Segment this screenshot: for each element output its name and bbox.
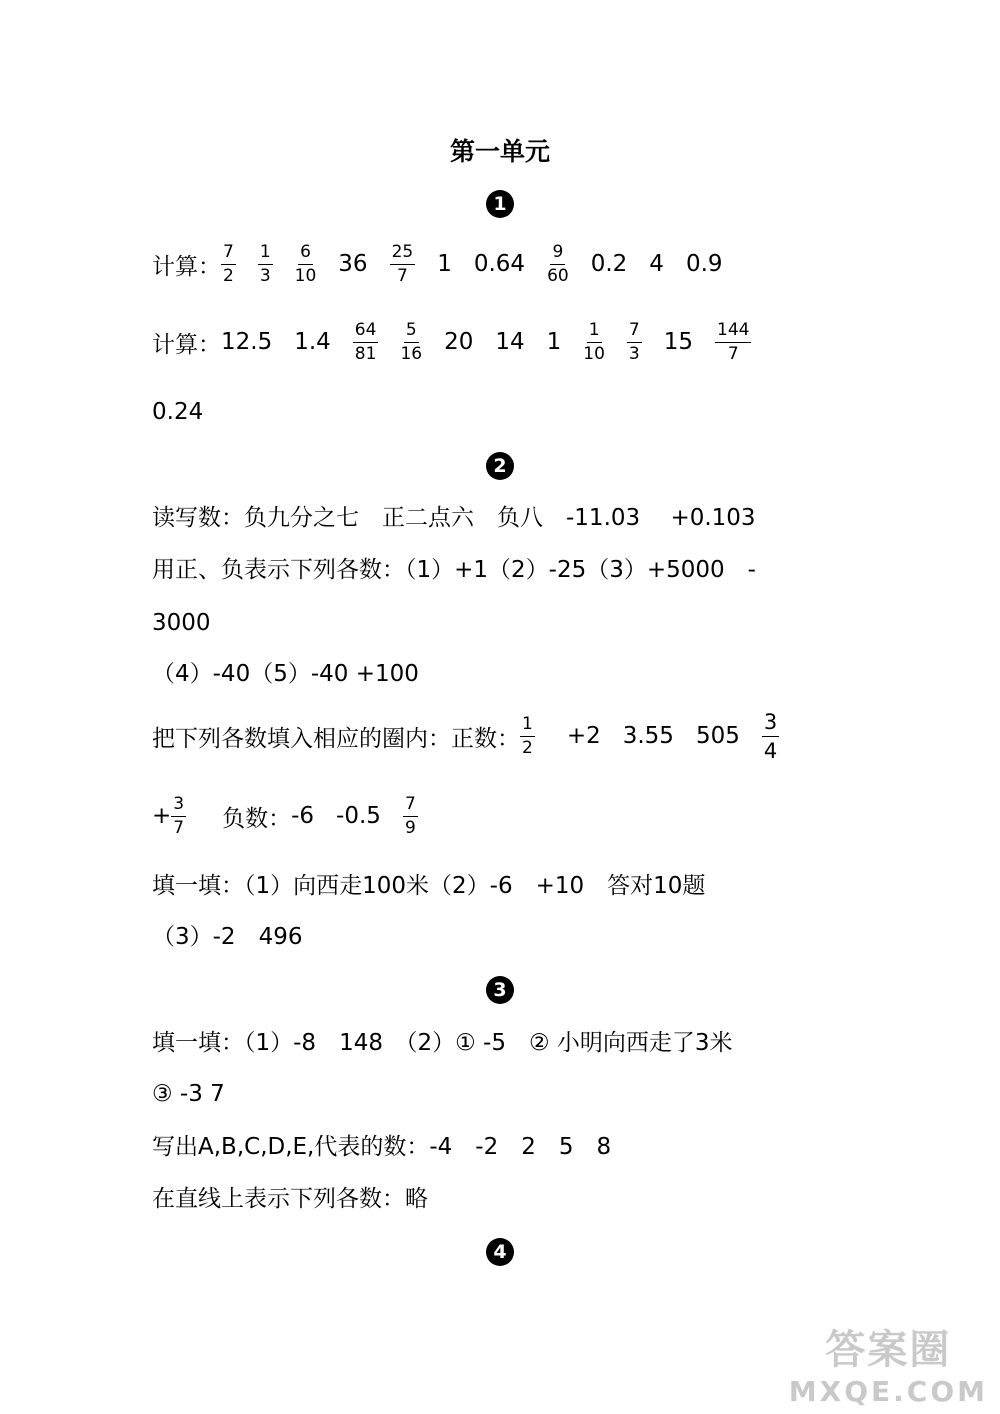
calc-items-2	[221, 321, 773, 364]
negative-value: -0.5	[336, 803, 381, 829]
fraction	[547, 243, 569, 286]
number: 14	[495, 329, 525, 355]
fill-circle-cont-line	[152, 790, 440, 842]
section-marker-1	[0, 190, 1000, 218]
fill-circle-line	[152, 710, 801, 762]
denominator: 7	[396, 265, 408, 286]
fill-in-cont-line-2	[152, 1068, 225, 1120]
calc-value-024: 0.24	[152, 399, 204, 425]
numerator: 1	[258, 243, 273, 265]
watermark-line-1: 答案圈	[825, 1327, 952, 1373]
calc-line-3	[152, 386, 203, 438]
fraction	[627, 321, 642, 364]
fill-in-line-1	[152, 857, 705, 909]
fraction	[390, 243, 416, 286]
denominator: 3	[259, 265, 271, 286]
write-numbers-line	[152, 1118, 611, 1170]
negative-fraction-7-9: $\frac{7}{9}$	[404, 793, 416, 838]
marker-1-badge: 1	[486, 190, 514, 218]
section-marker-3	[0, 976, 1000, 1004]
positive-fraction-3-7: $\frac{3}{7}$	[173, 793, 185, 838]
pos-neg-text: 用正、负表示下列各数：（1）+1（2）-25（3）+5000 -	[152, 556, 756, 583]
fraction	[400, 321, 422, 364]
calc-items-1	[221, 243, 745, 286]
pos-neg-2-text: （4）-40（5）-40 +100	[152, 660, 419, 687]
fraction	[583, 321, 605, 364]
number: 0.9	[685, 251, 723, 277]
pos-neg-2-line	[152, 645, 419, 697]
numerator: 1	[587, 321, 602, 343]
numerator: 144	[715, 321, 751, 343]
fraction	[295, 243, 317, 286]
numerator: 64	[353, 321, 379, 343]
unit-title: 第一单元	[449, 137, 550, 166]
read-write-text: 读写数：负九分之七 正二点六 负八 -11.03 +0.103	[152, 504, 756, 531]
denominator: 2	[223, 265, 234, 286]
fraction	[715, 321, 751, 364]
denominator: 10	[583, 343, 605, 364]
pos-neg-cont-line	[152, 597, 211, 649]
fill-in-text-2: 填一填：（1）-8 148 （2）① -5 ② 小明向西走了3米	[152, 1029, 733, 1056]
pos-neg-cont-text: 3000	[152, 610, 211, 636]
fraction	[258, 243, 273, 286]
read-write-line	[152, 489, 756, 541]
calc-label-1: 计算：	[152, 253, 221, 280]
denominator: 60	[547, 265, 569, 286]
pos-neg-line	[152, 541, 756, 593]
write-numbers-text: 写出A,B,C,D,E,代表的数：-4 -2 2 5 8	[152, 1133, 612, 1160]
fill-in-line-2	[152, 1014, 733, 1066]
marker-2-badge: 2	[486, 452, 514, 480]
number: 1	[437, 251, 452, 277]
fraction	[221, 243, 236, 286]
fill-in-cont-line-1	[152, 908, 302, 960]
calc-line-1	[152, 238, 745, 290]
section-marker-2	[0, 452, 1000, 480]
positive-value: 505	[695, 723, 740, 749]
fill-circle-label: 把下列各数填入相应的圈内：正数：	[152, 725, 520, 752]
numerator: 7	[221, 243, 236, 265]
calc-line-2	[152, 316, 773, 368]
denominator: 7	[727, 343, 739, 364]
number-line-line	[152, 1170, 428, 1222]
number-line-text: 在直线上表示下列各数：略	[152, 1185, 428, 1212]
positive-value: +2	[566, 723, 601, 749]
numerator: 7	[627, 321, 642, 343]
fill-in-text-1: 填一填：（1）向西走100米（2）-6 +10 答对10题	[152, 872, 706, 899]
number: 15	[663, 329, 694, 355]
marker-4-badge: 4	[486, 1238, 514, 1266]
positive-value: 3.55	[622, 723, 674, 749]
number: 12.5	[221, 329, 273, 355]
number: 4	[649, 251, 664, 277]
negatives-label: 负数：	[222, 805, 292, 832]
plus-sign: +	[152, 803, 172, 829]
watermark-logo	[789, 1318, 988, 1408]
marker-3-badge: 3	[486, 976, 514, 1004]
number: 36	[338, 251, 368, 277]
denominator: 81	[354, 343, 377, 364]
fill-in-cont-text-1: （3）-2 496	[152, 923, 303, 950]
number: 1	[546, 329, 562, 355]
fraction	[353, 321, 379, 364]
number: 0.64	[473, 251, 526, 277]
denominator: 3	[628, 343, 640, 364]
numerator: 9	[550, 243, 565, 265]
section-marker-4	[0, 1238, 1000, 1266]
denominator: 16	[400, 343, 423, 364]
numerator: 5	[404, 321, 419, 343]
negative-value: -6	[291, 803, 315, 829]
positive-fraction-3-4: $\frac{3}{4}$	[763, 709, 778, 763]
watermark-line-2: MXQE.COM	[788, 1375, 988, 1408]
denominator: 10	[294, 265, 317, 286]
calc-label-2: 计算：	[152, 331, 221, 358]
numerator: 25	[390, 243, 416, 265]
number: 1.4	[294, 329, 331, 355]
numerator: 6	[298, 243, 313, 265]
fill-in-cont-text-2: ③ -3 7	[152, 1081, 225, 1107]
number: 20	[444, 329, 474, 355]
positive-fraction-1-2: $\frac{1}{2}$	[522, 713, 533, 758]
number: 0.2	[590, 251, 628, 277]
